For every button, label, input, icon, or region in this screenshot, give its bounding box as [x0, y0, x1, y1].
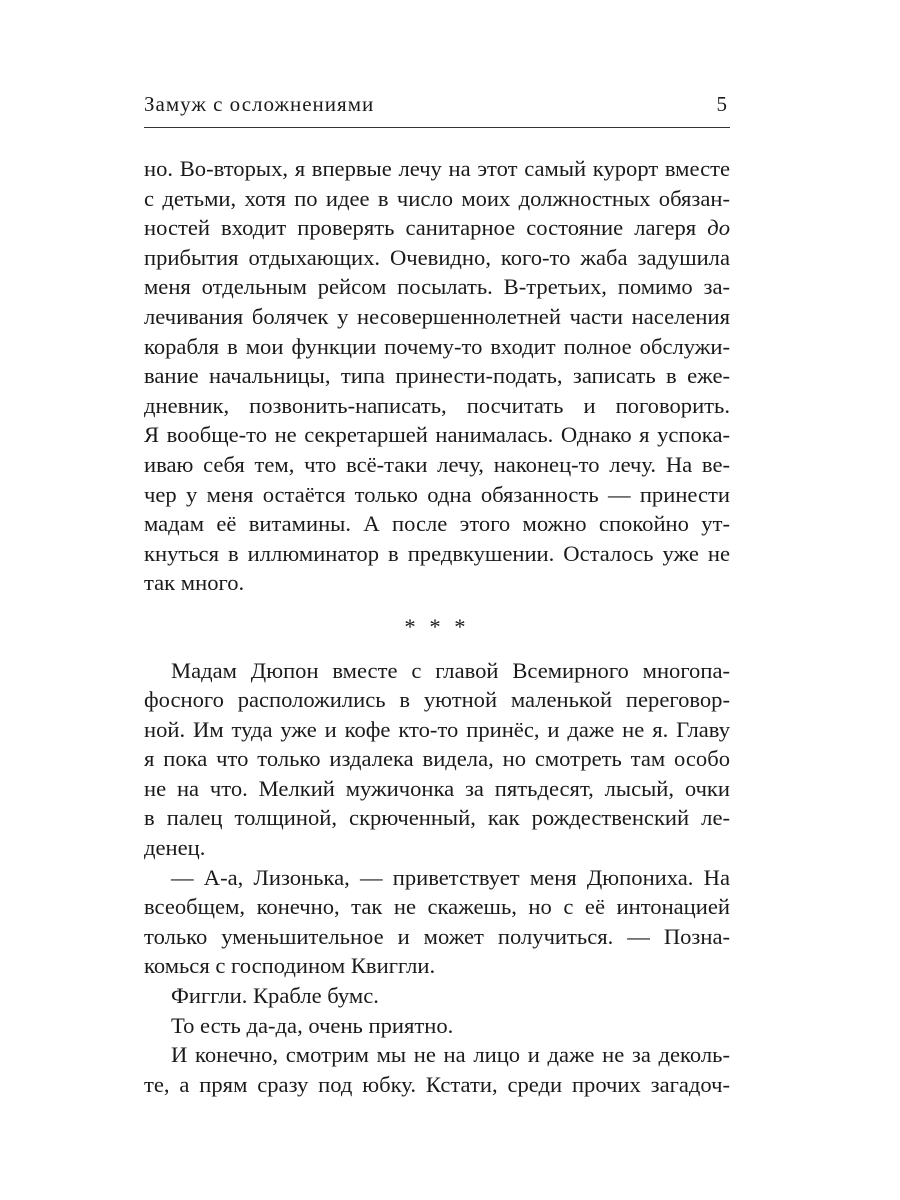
text-line: кнуться в иллюминатор в предвкушении. Осталось уже не	[144, 540, 730, 566]
text-line: так много.	[144, 570, 245, 596]
text-line: ной. Им туда уже и кофе кто-то принёс, и даже не я. Главу	[144, 716, 730, 742]
text-line: денец.	[144, 835, 206, 861]
text-line: И конечно, смотрим мы не на лицо и даже не за деколь-	[171, 1042, 730, 1068]
text-line: я пока что только издалека видела, но смотреть там особо	[144, 746, 730, 772]
italic-word: до	[707, 215, 730, 241]
text-line: всеобщем, конечно, так не скажешь, но с её интонацией	[144, 894, 730, 920]
text-line: корабля в мои функции почему-то входит полное обслужи-	[144, 333, 730, 359]
text-line: с детьми, хотя по идее в число моих должностных обязан-	[144, 185, 730, 211]
text-line: чер у меня остаётся только одна обязанность — принести	[144, 481, 730, 507]
text-line: Мадам Дюпон вместе с главой Всемирного многопа-	[171, 657, 730, 683]
text-line	[144, 213, 730, 243]
text-line: иваю себя тем, что всё-таки лечу, наконец-то лечу. На ве-	[144, 451, 730, 477]
text-line: меня отдельным рейсом посылать. В-третьих, помимо за-	[144, 274, 730, 300]
text-line: мадам её витамины. А после этого можно спокойно ут-	[144, 511, 730, 537]
paragraph-1	[144, 154, 730, 598]
text-line: фосного расположились в уютной маленькой переговор-	[144, 687, 730, 713]
text-line: те, а прям сразу под юбку. Кстати, среди прочих загадоч-	[144, 1071, 730, 1097]
header-rule	[144, 127, 730, 128]
page-number: 5	[716, 92, 728, 116]
text-line: только уменьшительное и может получиться. — Позна-	[144, 923, 730, 949]
text-line: в палец толщиной, скрюченный, как рождественский ле-	[144, 805, 730, 831]
text-line: но. Во-вторых, я впервые лечу на этот самый курорт вместе	[144, 156, 730, 181]
section-separator: * * *	[404, 613, 470, 639]
paragraph-2	[144, 656, 730, 1100]
text-line: — А-а, Лизонька, — приветствует меня Дюпониха. На	[171, 864, 730, 890]
text-line: лечивания болячек у несовершеннолетней части населения	[144, 303, 730, 329]
text-line: не на что. Мелкий мужичонка за пятьдесят, лысый, очки	[144, 775, 730, 801]
running-header	[144, 92, 730, 120]
text-line: вание начальницы, типа принести-подать, записать в еже-	[144, 363, 730, 389]
text-line: Фиггли. Крабле бумс.	[171, 983, 379, 1009]
text-line: То есть да-да, очень приятно.	[171, 1012, 454, 1038]
text-line: Я вообще-то не секретаршей нанималась. Однако я успока-	[144, 422, 730, 448]
text-segment: ностей входит проверять санитарное состояние лагеря	[144, 215, 708, 241]
book-title: Замуж с осложнениями	[144, 92, 375, 116]
text-line: прибытия отдыхающих. Очевидно, кого-то жаба задушила	[144, 244, 730, 270]
text-line: комься с господином Квиггли.	[144, 953, 436, 979]
text-line: дневник, позвонить-написать, посчитать и поговорить.	[144, 392, 730, 418]
body-text	[144, 154, 730, 1099]
